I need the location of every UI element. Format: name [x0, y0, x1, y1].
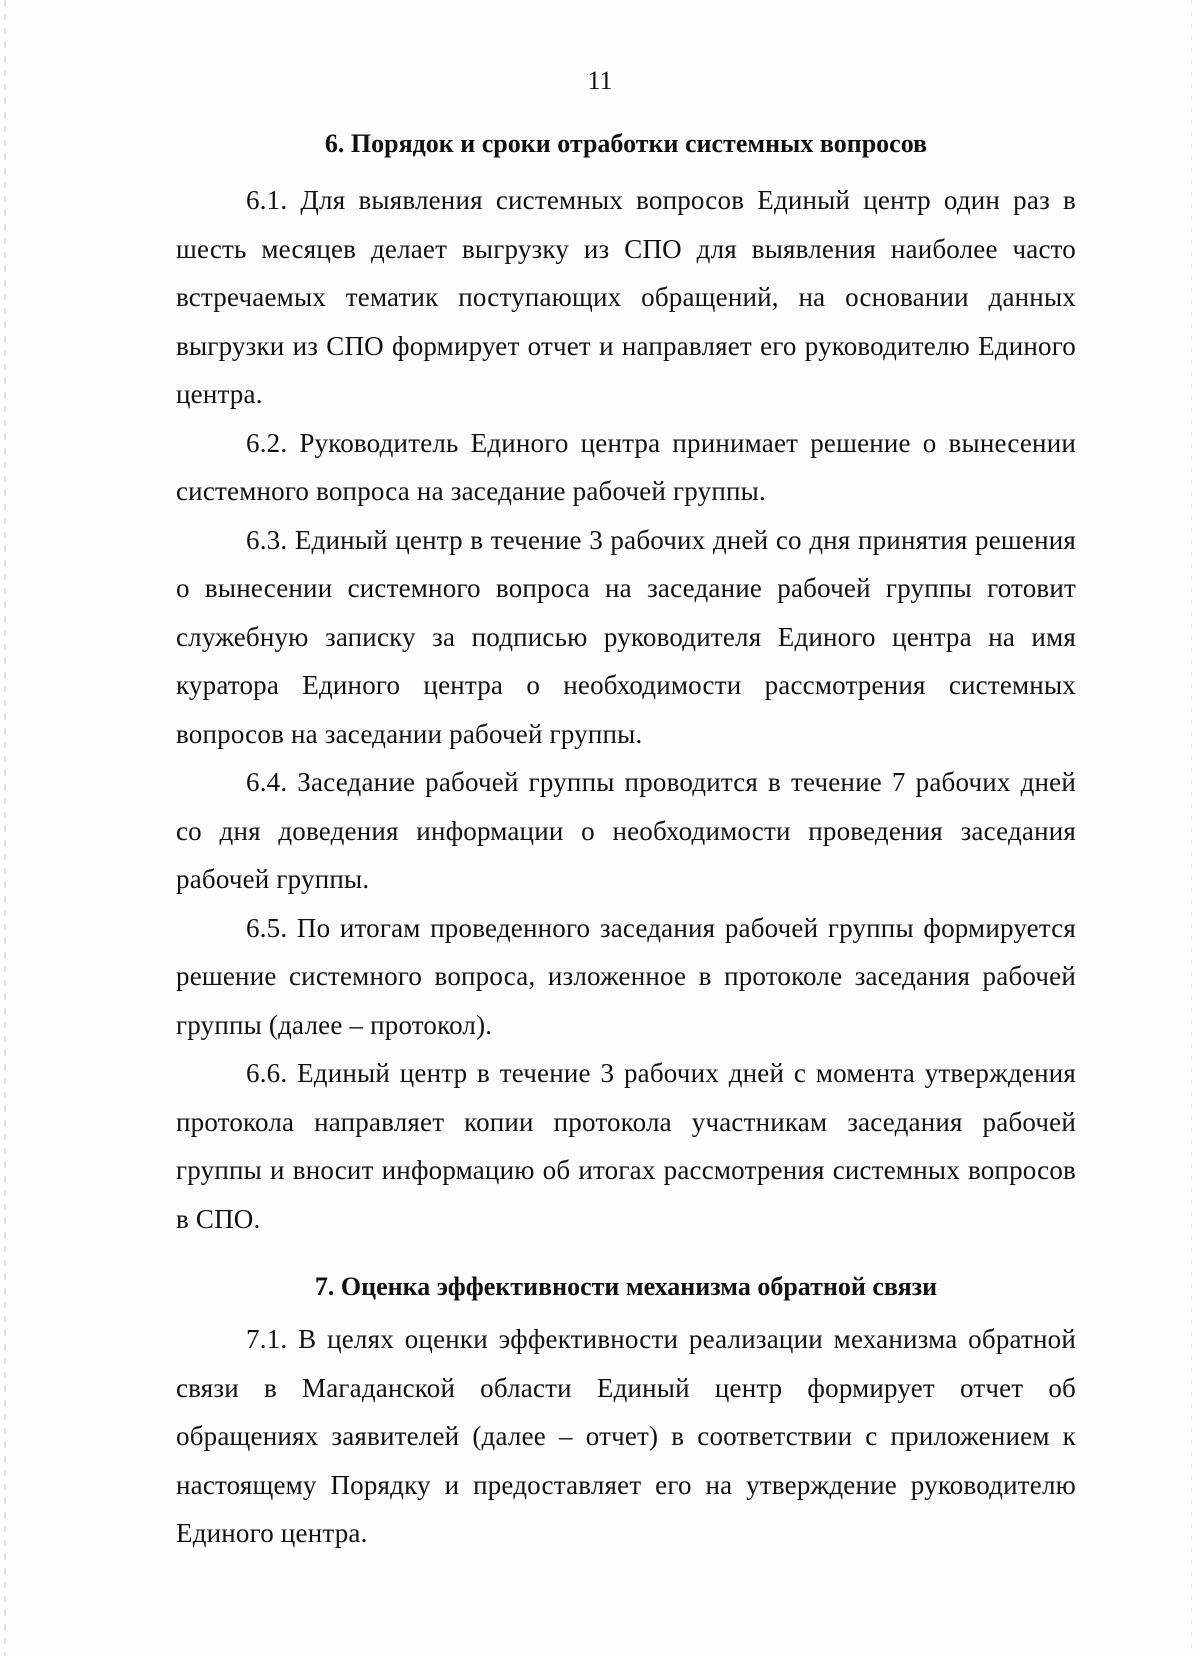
paragraph-6-4: 6.4. Заседание рабочей группы проводится в течение 7 рабочих дней со дня доведения информации о необходимости проведения заседания рабочей группы. [176, 767, 1076, 894]
paragraph-6-2: 6.2. Руководитель Единого центра принимает решение о вынесении системного вопроса на заседание рабочей группы. [176, 427, 1076, 506]
scan-edge-right [1191, 0, 1192, 1656]
paragraph-6-6: 6.6. Единый центр в течение 3 рабочих дней с момента утверждения протокола направляет копии протокола участникам заседания рабочей группы и вносит информацию об итогах рассмотрения системных вопросов в СПО. [176, 1058, 1076, 1234]
section-heading-7: 7. Оценка эффективности механизма обратной связи [314, 1272, 938, 1301]
page-number: 11 [587, 66, 613, 95]
scan-edge-left [4, 0, 6, 1656]
paragraph-6-1: 6.1. Для выявления системных вопросов Единый центр один раз в шесть месяцев делает выгрузку из СПО для выявления наиболее часто встречаемых тематик поступающих обращений, на основании данных выгрузки из СПО формирует отчет и направляет его руководителю Единого центра. [176, 185, 1076, 409]
paragraph-7-1: 7.1. В целях оценки эффективности реализации механизма обратной связи в Магаданской области Единый центр формирует отчет об обращениях заявителей (далее – отчет) в соответствии с приложением к настоящему Порядку и предоставляет его на утверждение руководителю Единого центра. [176, 1324, 1076, 1548]
paragraph-6-3: 6.3. Единый центр в течение 3 рабочих дней со дня принятия решения о вынесении системного вопроса на заседание рабочей группы готовит служебную записку за подписью руководителя Единого центра на имя куратора Единого центра о необходимости рассмотрения системных вопросов на заседании рабочей группы. [176, 524, 1076, 749]
paragraph-6-5: 6.5. По итогам проведенного заседания рабочей группы формируется решение системного вопроса, изложенное в протоколе заседания рабочей группы (далее – протокол). [176, 912, 1076, 1040]
document-body [176, 120, 1076, 1558]
section-heading-6: 6. Порядок и сроки отработки системных вопросов [324, 129, 928, 158]
